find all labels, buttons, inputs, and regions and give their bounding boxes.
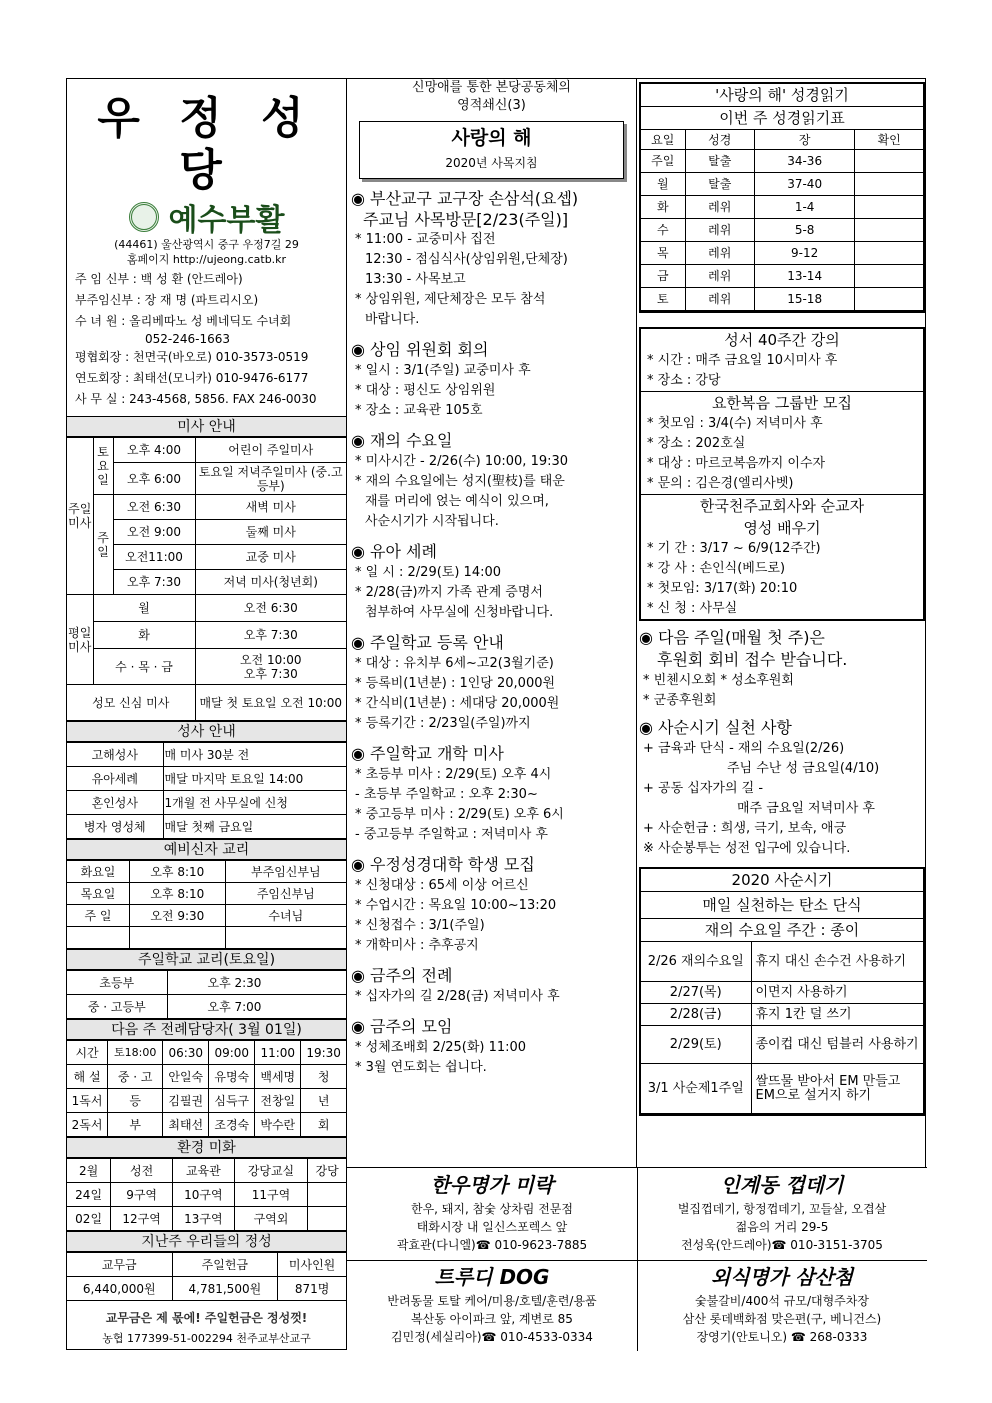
liturgy-cell: 부 <box>108 1113 163 1137</box>
ad-area <box>347 1167 927 1351</box>
cleaning-cell: 10구역 <box>172 1183 234 1207</box>
right-column <box>637 79 927 1349</box>
weekday-day: 수 · 목 · 금 <box>93 649 195 685</box>
weekday-day: 월 <box>93 595 195 622</box>
offering-col: 미사인원 <box>278 1253 346 1277</box>
bank-account: 농협 177399-51-002294 천주교부산교구 <box>102 1332 311 1345</box>
next-sunday-heading-2: 후원회 회비 접수 받습니다. <box>657 650 848 669</box>
liturgy-col: 토18:00 <box>108 1041 163 1065</box>
john-group-item: * 대상 : 마르코복음까지 이수자 <box>647 456 826 471</box>
ad-ingyedong <box>637 1170 927 1254</box>
lecture-item: * 시간 : 매주 금요일 10시미사 후 <box>647 353 838 368</box>
bible-cell: 탈출 <box>685 173 754 196</box>
sunday-school-heading: 주일학교 교리(토요일) <box>67 949 346 970</box>
sacrament-name: 유아세례 <box>67 767 163 791</box>
sacraments-heading: 성사 안내 <box>67 721 346 742</box>
ad-name: 인계동 껍데기 <box>720 1173 844 1197</box>
history-item: * 신 청 : 사무실 <box>647 601 738 616</box>
section-item: 첨부하여 사무실에 신청바랍니다. <box>365 605 554 620</box>
cleaning-col: 교육관 <box>172 1159 234 1183</box>
sunday-label: 주일 <box>93 495 113 595</box>
liturgy-cell: 조경숙 <box>209 1113 255 1137</box>
liturgy-cell: 1독서 <box>67 1089 108 1113</box>
cleaning-cell <box>308 1207 346 1231</box>
class-teacher: 주임신부님 <box>225 883 346 905</box>
bible-cell: 레위 <box>685 288 754 311</box>
ad-name: 외식명가 삼산첨 <box>710 1265 854 1289</box>
liturgy-cell: 백세명 <box>255 1065 301 1089</box>
section-item: 바랍니다. <box>365 312 420 327</box>
weekday-time: 오전 6:30 <box>195 595 346 622</box>
next-sunday-item: * 빈첸시오회 * 성소후원회 <box>643 673 794 688</box>
sacrament-name: 고해성사 <box>67 743 163 767</box>
section-item: - 중고등부 주일학교 : 저녁미사 후 <box>355 827 548 842</box>
lent-item: 매주 금요일 저녁미사 후 <box>737 801 875 816</box>
section-item: * 재의 수요일에는 성지(聖枝)를 태운 <box>355 474 565 489</box>
bible-cell: 13-14 <box>754 265 854 288</box>
john-group-item: * 장소 : 202호실 <box>647 436 746 451</box>
carbon-action: 휴지 1칸 덜 쓰기 <box>751 1004 923 1026</box>
ad-line: 전성욱(안드레아)☎ 010-3151-3705 <box>681 1238 883 1252</box>
bible-row <box>641 173 923 196</box>
lent-item: 주님 수난 성 금요일(4/10) <box>727 761 880 776</box>
section-item: * 등록비(1년분) : 1인당 20,000원 <box>355 676 556 691</box>
catechumen-heading: 예비신자 교리 <box>67 839 346 860</box>
carbon-date: 2/28(금) <box>641 1004 751 1026</box>
bible-cell: 목 <box>641 242 685 265</box>
carbon-action: 이면지 사용하기 <box>751 982 923 1004</box>
section-item: * 11:00 - 교중미사 집전 <box>355 232 496 247</box>
bible-row <box>641 196 923 219</box>
liturgy-cell: 전창일 <box>255 1089 301 1113</box>
section-heading: ◉ 주일학교 개학 미사 <box>351 744 504 763</box>
resurrection-text: 예수부활 <box>168 203 285 238</box>
bible-row <box>641 265 923 288</box>
mass-time: 오전11:00 <box>113 545 195 570</box>
bible-cell: 탈출 <box>685 150 754 173</box>
bible-cell: 레위 <box>685 265 754 288</box>
devotion-mass: 성모 신심 미사 <box>67 685 195 721</box>
bible-reading-box <box>639 82 925 313</box>
lent-item: + 금육과 단식 - 재의 수요일(2/26) <box>643 741 845 756</box>
liturgy-col: 시간 <box>67 1041 108 1065</box>
sacrament-info: 매 미사 30분 전 <box>163 743 346 767</box>
liturgy-cell: 해 설 <box>67 1065 108 1089</box>
pastoral-motto-2: 영적쇄신(3) <box>457 98 526 113</box>
ad-line: 한우, 돼지, 참숯 상차림 전문점 <box>411 1202 573 1216</box>
liturgy-table <box>67 1040 346 1137</box>
bible-cell: 37-40 <box>754 173 854 196</box>
ad-line: 삼산 롯데백화점 맞은편(구, 베니건스) <box>682 1312 882 1326</box>
bible-cell: 15-18 <box>754 288 854 311</box>
section-heading: ◉ 상임 위원회 회의 <box>351 340 489 359</box>
carbon-date: 2/29(토) <box>641 1026 751 1064</box>
section-item: 재를 머리에 얹는 예식이 있으며, <box>365 494 549 509</box>
carbon-row <box>641 1026 923 1064</box>
history-item: * 강 사 : 손인식(베드로) <box>647 561 786 576</box>
cleaning-col: 강당교실 <box>234 1159 308 1183</box>
mass-time: 오전 9:00 <box>113 520 195 545</box>
lecture-item: * 장소 : 강당 <box>647 373 721 388</box>
liturgy-cell: 회 <box>301 1113 346 1137</box>
staff-line: 부주임신부 : 장 재 명 (파트리시오) <box>75 293 259 307</box>
bible-row <box>641 288 923 311</box>
cleaning-heading: 환경 미화 <box>67 1137 346 1158</box>
cleaning-col: 2월 <box>67 1159 111 1183</box>
history-title-2: 영성 배우기 <box>743 519 821 537</box>
bible-title: '사랑의 해' 성경읽기 <box>641 84 923 107</box>
class-time: 오전 9:30 <box>130 905 226 927</box>
class-time: 오후 8:10 <box>130 861 226 883</box>
bible-cell <box>855 196 923 219</box>
history-title: 한국천주교회사와 순교자 <box>641 494 923 517</box>
sacrament-info: 매달 첫째 금요일 <box>163 815 346 839</box>
left-column <box>67 79 347 1349</box>
section-item: - 초등부 주일학교 : 오후 2:30~ <box>355 787 538 802</box>
mass-name: 저녁 미사(청년회) <box>195 570 346 595</box>
ad-line: 태화시장 내 일신스포렉스 앞 <box>416 1220 568 1234</box>
john-group-item: * 첫모임 : 3/4(수) 저녁미사 후 <box>647 416 823 431</box>
catechumen-table <box>67 860 346 949</box>
offering-val: 4,781,500원 <box>172 1277 278 1301</box>
ad-samsan <box>637 1262 927 1346</box>
sunday-school-table <box>67 970 346 1019</box>
section-item: 13:30 - 사목보고 <box>365 272 466 287</box>
cleaning-cell: 11구역 <box>234 1183 308 1207</box>
bible-subtitle: 이번 주 성경읽기표 <box>719 109 845 127</box>
section-heading: ◉ 유아 세례 <box>351 542 437 561</box>
section-item: * 일시 : 3/1(주일) 교중미사 후 <box>355 363 531 378</box>
history-item: * 첫모임: 3/17(화) 20:10 <box>647 581 798 596</box>
section-item: 12:30 - 점심식사(상임위원,단체장) <box>365 252 568 267</box>
carbon-date: 2/26 재의수요일 <box>641 942 751 982</box>
section-heading: ◉ 주일학교 등록 안내 <box>351 633 504 652</box>
ad-mirak <box>347 1170 637 1254</box>
cleaning-cell: 9구역 <box>111 1183 173 1207</box>
mass-time: 오후 4:00 <box>113 438 195 463</box>
cleaning-cell: 02일 <box>67 1207 111 1231</box>
parish-title: 우 정 성 당 <box>97 93 316 196</box>
liturgy-cell: 최태선 <box>163 1113 209 1137</box>
staff-line: 사 무 실 : 243-4568, 5856. FAX 246-0030 <box>75 392 317 406</box>
ad-name: 한우명가 미락 <box>430 1173 554 1197</box>
mass-time: 오후 6:00 <box>113 463 195 495</box>
section-item: * 3월 연도회는 쉽니다. <box>355 1060 487 1075</box>
carbon-date: 2/27(목) <box>641 982 751 1004</box>
liturgy-col: 11:00 <box>255 1041 301 1065</box>
ad-name: 트루디 DOG <box>434 1265 550 1289</box>
liturgy-cell: 청 <box>301 1065 346 1089</box>
weekday-time: 오후 7:30 <box>195 622 346 649</box>
bible-table <box>641 129 923 311</box>
liturgy-col: 06:30 <box>163 1041 209 1065</box>
sacrament-info: 매달 마지막 토요일 14:00 <box>163 767 346 791</box>
section-item: * 십자가의 길 2/28(금) 저녁미사 후 <box>355 989 560 1004</box>
carbon-row <box>641 1004 923 1026</box>
ad-line: 김민정(세실리아)☎ 010-4533-0334 <box>391 1330 593 1344</box>
section-item: * 신청대상 : 65세 이상 어르신 <box>355 878 529 893</box>
bible-cell: 수 <box>641 219 685 242</box>
class-day: 화요일 <box>67 861 130 883</box>
section-heading: ◉ 금주의 모임 <box>351 1017 453 1036</box>
staff-line: 연도회장 : 최태선(모니카) 010-9476-6177 <box>75 371 309 385</box>
liturgy-cell: 유명숙 <box>209 1065 255 1089</box>
parish-emblem-icon <box>129 202 159 232</box>
lent-practice <box>637 717 927 859</box>
bible-cell: 1-4 <box>754 196 854 219</box>
section-item: * 2/28(금)까지 가족 관계 증명서 <box>355 585 543 600</box>
bible-cell: 화 <box>641 196 685 219</box>
announcements <box>347 188 636 1078</box>
section-item: * 일 시 : 2/29(토) 14:00 <box>355 565 502 580</box>
staff-list <box>67 269 346 410</box>
staff-line: 052-246-1663 <box>145 332 231 346</box>
section-item: * 등록기간 : 2/23일(주일)까지 <box>355 716 531 731</box>
section-item: 사순시기가 시작됩니다. <box>365 514 499 529</box>
bible-cell: 레위 <box>685 196 754 219</box>
section-heading: ◉ 금주의 전례 <box>351 966 453 985</box>
address: (44461) 울산광역시 중구 우정7길 29 <box>114 238 299 251</box>
section-item: * 미사시간 - 2/26(수) 10:00, 19:30 <box>355 454 569 469</box>
bible-cell <box>855 288 923 311</box>
john-group-title: 요한복음 그룹반 모집 <box>641 391 923 414</box>
section-item: * 개학미사 : 추후공지 <box>355 938 479 953</box>
weekday-day: 화 <box>93 622 195 649</box>
bible-col: 확인 <box>855 130 923 150</box>
bible-cell <box>855 242 923 265</box>
bible-cell <box>855 150 923 173</box>
sacrament-name: 혼인성사 <box>67 791 163 815</box>
lecture-title: 성서 40주간 강의 <box>724 331 840 349</box>
bible-col: 성경 <box>685 130 754 150</box>
section-item: * 간식비(1년분) : 세대당 20,000원 <box>355 696 560 711</box>
liturgy-cell: 심득구 <box>209 1089 255 1113</box>
ad-line: 장영기(안토니오) ☎ 268-0333 <box>696 1330 868 1344</box>
mass-name: 어린이 주일미사 <box>195 438 346 463</box>
john-group-item: * 문의 : 김은경(엘리사벳) <box>647 476 794 491</box>
staff-line: 평협회장 : 천면국(바오로) 010-3573-0519 <box>75 350 309 364</box>
bulletin-page <box>66 78 926 1350</box>
lent-item: ※ 사순봉투는 성전 입구에 있습니다. <box>643 841 851 856</box>
mass-name: 교중 미사 <box>195 545 346 570</box>
liturgy-col: 09:00 <box>209 1041 255 1065</box>
section-item: * 대상 : 유치부 6세~고2(3월기준) <box>355 656 554 671</box>
bible-row <box>641 150 923 173</box>
bible-cell: 9-12 <box>754 242 854 265</box>
year-theme: 사랑의 해 <box>451 127 532 149</box>
offering-slogan: 교무금은 제 몫에! 주일헌금은 정성껏! <box>105 1311 308 1325</box>
cleaning-table <box>67 1158 346 1231</box>
mass-table <box>67 437 346 721</box>
ad-trudy-dog <box>347 1262 637 1346</box>
sacrament-info: 1개월 전 사무실에 신청 <box>163 791 346 815</box>
class-day: 주 일 <box>67 905 130 927</box>
mass-name: 둘째 미사 <box>195 520 346 545</box>
carbon-subtitle: 매일 실천하는 탄소 단식 <box>641 892 923 919</box>
bible-row <box>641 219 923 242</box>
section-item: * 수업시간 : 목요일 10:00~13:20 <box>355 898 557 913</box>
ad-line: 반려동물 토탈 케어/미용/호텔/훈련/용품 <box>387 1294 597 1308</box>
history-item: * 기 간 : 3/17 ~ 6/9(12주간) <box>647 541 821 556</box>
section-item: * 성체조배회 2/25(화) 11:00 <box>355 1040 527 1055</box>
liturgy-cell: 중 · 고 <box>108 1065 163 1089</box>
section-item: * 상임위원, 제단체장은 모두 참석 <box>355 292 546 307</box>
mass-time: 오후 7:30 <box>113 570 195 595</box>
liturgy-col: 19:30 <box>301 1041 346 1065</box>
section-heading-2: 주교님 사목방문[2/23(주일)] <box>363 210 569 229</box>
school-time: 오후 2:30 <box>167 971 346 995</box>
carbon-action: 종이컵 대신 텀블러 사용하기 <box>751 1026 923 1064</box>
carbon-fast-box <box>639 867 925 1116</box>
weekday-mass-label: 평일미사 <box>67 595 93 685</box>
bible-cell <box>855 265 923 288</box>
bible-cell: 월 <box>641 173 685 196</box>
mass-name: 토요일 저녁주일미사 (중.고등부) <box>195 463 346 495</box>
school-group: 초등부 <box>67 971 167 995</box>
cleaning-cell: 구역외 <box>234 1207 308 1231</box>
bible-col: 장 <box>754 130 854 150</box>
bible-cell <box>855 173 923 196</box>
class-day: 목요일 <box>67 883 130 905</box>
liturgy-cell: 박수란 <box>255 1113 301 1137</box>
bible-cell: 토 <box>641 288 685 311</box>
sacrament-name: 병자 영성체 <box>67 815 163 839</box>
carbon-table <box>641 941 923 1114</box>
class-time: 오후 8:10 <box>130 883 226 905</box>
ad-line: 숯불갈비/400석 규모/대형주차장 <box>695 1294 869 1308</box>
middle-column <box>347 79 637 1349</box>
school-group: 중 · 고등부 <box>67 995 167 1019</box>
saturday-label: 토요일 <box>93 438 113 495</box>
class-teacher: 부주임신부님 <box>225 861 346 883</box>
devotion-time: 매달 첫 토요일 오전 10:00 <box>195 685 346 721</box>
ad-line: 복산동 아이파크 앞, 계변로 85 <box>411 1312 573 1326</box>
bible-cell: 주일 <box>641 150 685 173</box>
cleaning-col: 강당 <box>308 1159 346 1183</box>
weekday-time: 오전 10:00 오후 7:30 <box>195 649 346 685</box>
sunday-mass-label: 주일미사 <box>67 438 93 595</box>
liturgy-heading: 다음 주 전례담당자( 3월 01일) <box>67 1019 346 1040</box>
bible-col: 요일 <box>641 130 685 150</box>
sacraments-table <box>67 742 346 839</box>
bible-cell: 레위 <box>685 219 754 242</box>
bible-cell: 34-36 <box>754 150 854 173</box>
cleaning-cell: 13구역 <box>172 1207 234 1231</box>
offering-val: 6,440,000원 <box>67 1277 172 1301</box>
offering-val: 871명 <box>278 1277 346 1301</box>
bible-row <box>641 242 923 265</box>
section-item: * 신청접수 : 3/1(주일) <box>355 918 485 933</box>
liturgy-cell: 등 <box>108 1089 163 1113</box>
section-heading: ◉ 부산교구 교구장 손삼석(요셉) <box>351 189 579 208</box>
ad-line: 젊음의 거리 29-5 <box>735 1220 829 1234</box>
section-item: * 대상 : 평신도 상임위원 <box>355 383 496 398</box>
staff-line: 주 임 신부 : 백 성 환 (안드레아) <box>75 272 243 286</box>
liturgy-cell: 년 <box>301 1089 346 1113</box>
next-sunday-item: * 군종후원회 <box>643 693 717 708</box>
carbon-action: 휴지 대신 손수건 사용하기 <box>751 942 923 982</box>
lent-heading: ◉ 사순시기 실천 사항 <box>639 718 792 737</box>
cleaning-cell: 24일 <box>67 1183 111 1207</box>
bible-cell: 레위 <box>685 242 754 265</box>
cleaning-cell <box>308 1183 346 1207</box>
class-teacher: 수녀님 <box>225 905 346 927</box>
next-sunday-heading: ◉ 다음 주일(매월 첫 주)은 <box>639 628 825 647</box>
carbon-row <box>641 1064 923 1114</box>
liturgy-cell: 2독서 <box>67 1113 108 1137</box>
offering-heading: 지난주 우리들의 정성 <box>67 1231 346 1252</box>
pastoral-motto: 신망애를 통한 본당공동체의 <box>412 80 571 95</box>
lecture-box <box>639 327 925 621</box>
bible-cell <box>855 219 923 242</box>
mass-time: 오전 6:30 <box>113 495 195 520</box>
homepage-link[interactable]: 홈페이지 http://ujeong.catb.kr <box>126 253 287 266</box>
cleaning-cell: 12구역 <box>111 1207 173 1231</box>
logo-row <box>67 197 346 237</box>
carbon-date: 3/1 사순제1주일 <box>641 1064 751 1114</box>
school-time: 오후 7:00 <box>167 995 346 1019</box>
section-item: * 초등부 미사 : 2/29(토) 오후 4시 <box>355 767 552 782</box>
ad-line: 곽효관(다니엘)☎ 010-9623-7885 <box>396 1238 588 1252</box>
mass-heading: 미사 안내 <box>67 416 346 437</box>
lent-item: + 공동 십자가의 길 - <box>643 781 764 796</box>
bible-cell: 5-8 <box>754 219 854 242</box>
staff-line: 수 녀 원 : 올리베따노 성 베네딕도 수녀회 <box>75 314 292 328</box>
section-item: * 장소 : 교육관 105호 <box>355 403 483 418</box>
next-sunday-notice <box>637 627 927 711</box>
cleaning-col: 성전 <box>111 1159 173 1183</box>
section-heading: ◉ 재의 수요일 <box>351 431 453 450</box>
offering-table <box>67 1252 346 1301</box>
year-theme-box <box>359 121 624 179</box>
liturgy-cell: 김필권 <box>163 1089 209 1113</box>
ad-line: 벌집껍데기, 항정껍데기, 꼬들살, 오겹살 <box>677 1202 887 1216</box>
offering-col: 교무금 <box>67 1253 172 1277</box>
section-item: * 중고등부 미사 : 2/29(토) 오후 6시 <box>355 807 564 822</box>
section-heading: ◉ 우정성경대학 학생 모집 <box>351 855 535 874</box>
carbon-row <box>641 982 923 1004</box>
lent-item: + 사순헌금 : 희생, 극기, 보속, 애긍 <box>643 821 847 836</box>
carbon-title: 2020 사순시기 <box>641 869 923 892</box>
pastoral-guideline: 2020년 사목지침 <box>445 156 538 170</box>
bible-cell: 금 <box>641 265 685 288</box>
mass-name: 새벽 미사 <box>195 495 346 520</box>
carbon-row <box>641 942 923 982</box>
carbon-week: 재의 수요일 주간 : 종이 <box>704 921 860 939</box>
liturgy-cell: 안일숙 <box>163 1065 209 1089</box>
carbon-action: 쌀뜨물 받아서 EM 만들고 EM으로 설거지 하기 <box>751 1064 923 1114</box>
offering-col: 주일헌금 <box>172 1253 278 1277</box>
